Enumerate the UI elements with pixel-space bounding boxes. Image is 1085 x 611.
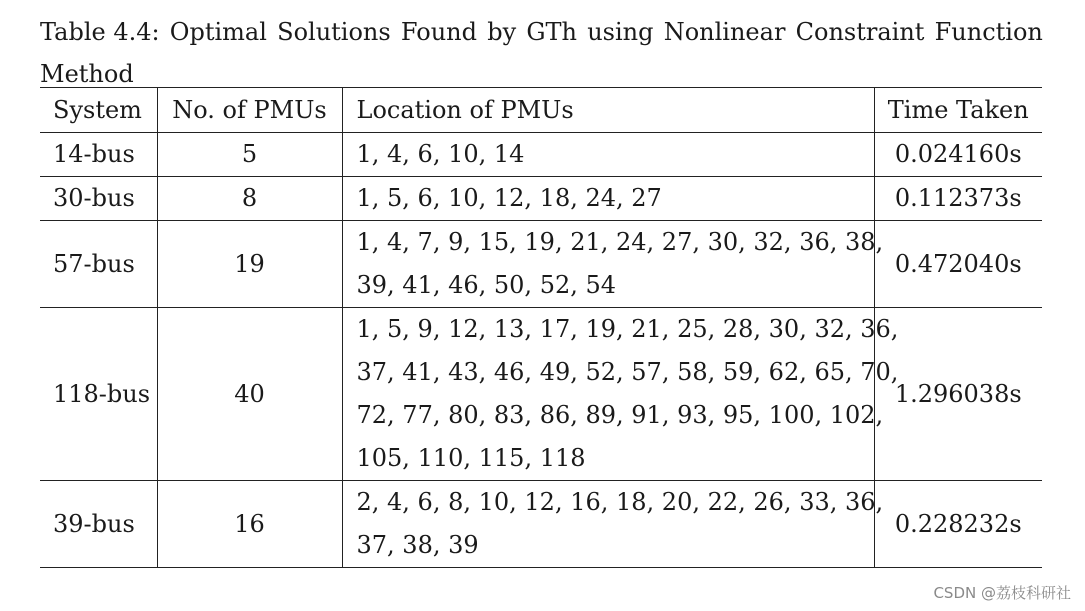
location-line: 1, 4, 7, 9, 15, 19, 21, 24, 27, 30, 32, 36, 38, bbox=[356, 228, 884, 256]
cell-no-of-pmus: 5 bbox=[157, 133, 342, 177]
location-line: 72, 77, 80, 83, 86, 89, 91, 93, 95, 100, 102, bbox=[356, 401, 884, 429]
caption-word: Found bbox=[400, 18, 477, 46]
header-no-of-pmus: No. of PMUs bbox=[157, 88, 342, 133]
cell-system: 39-bus bbox=[40, 481, 157, 568]
table-caption bbox=[40, 18, 1043, 46]
cell-location-of-pmus bbox=[342, 308, 899, 481]
cell-time-taken: 0.112373s bbox=[874, 177, 1042, 221]
caption-word: Table 4.4: bbox=[40, 18, 160, 46]
cell-location-of-pmus bbox=[342, 133, 874, 177]
cell-location-of-pmus bbox=[342, 221, 884, 308]
header-system: System bbox=[40, 88, 157, 133]
cell-no-of-pmus: 19 bbox=[157, 221, 342, 308]
caption-word: GTh bbox=[526, 18, 577, 46]
cell-system: 14-bus bbox=[40, 133, 157, 177]
caption-word: Optimal bbox=[169, 18, 267, 46]
cell-time-taken: 0.228232s bbox=[874, 481, 1042, 568]
cell-time-taken: 0.024160s bbox=[874, 133, 1042, 177]
cell-system: 30-bus bbox=[40, 177, 157, 221]
caption-word: Function bbox=[934, 18, 1043, 46]
location-line: 1, 4, 6, 10, 14 bbox=[356, 140, 525, 168]
cell-time-taken: 1.296038s bbox=[874, 308, 1042, 481]
header-location-of-pmus: Location of PMUs bbox=[342, 88, 874, 133]
location-line: 105, 110, 115, 118 bbox=[356, 444, 586, 472]
cell-location-of-pmus bbox=[342, 481, 884, 568]
caption-word: by bbox=[487, 18, 517, 46]
cell-location-of-pmus bbox=[342, 177, 874, 221]
cell-system: 118-bus bbox=[40, 308, 157, 481]
cell-no-of-pmus: 8 bbox=[157, 177, 342, 221]
location-line: 2, 4, 6, 8, 10, 12, 16, 18, 20, 22, 26, 33, 36, bbox=[356, 488, 884, 516]
cell-no-of-pmus: 40 bbox=[157, 308, 342, 481]
caption-word: Constraint bbox=[795, 18, 925, 46]
cell-no-of-pmus: 16 bbox=[157, 481, 342, 568]
caption-word: Nonlinear bbox=[663, 18, 786, 46]
cell-system: 57-bus bbox=[40, 221, 157, 308]
caption-word: using bbox=[587, 18, 654, 46]
watermark: CSDN @荔枝科研社 bbox=[933, 584, 1071, 602]
pmu-solutions-table bbox=[40, 87, 1042, 568]
location-line: 1, 5, 9, 12, 13, 17, 19, 21, 25, 28, 30, 32, 36, bbox=[356, 315, 899, 343]
location-line: 37, 38, 39 bbox=[356, 531, 479, 559]
table-caption-continuation: Method bbox=[40, 60, 134, 88]
caption-word: Solutions bbox=[277, 18, 391, 46]
location-line: 37, 41, 43, 46, 49, 52, 57, 58, 59, 62, 65, 70, bbox=[356, 358, 899, 386]
location-line: 1, 5, 6, 10, 12, 18, 24, 27 bbox=[356, 184, 662, 212]
table-row bbox=[40, 221, 1042, 308]
table-row bbox=[40, 133, 1042, 177]
table-header-row bbox=[40, 88, 1042, 133]
table-row bbox=[40, 308, 1042, 481]
table-row bbox=[40, 177, 1042, 221]
table-row bbox=[40, 481, 1042, 568]
header-time-taken: Time Taken bbox=[874, 88, 1042, 133]
cell-time-taken: 0.472040s bbox=[874, 221, 1042, 308]
location-line: 39, 41, 46, 50, 52, 54 bbox=[356, 271, 617, 299]
